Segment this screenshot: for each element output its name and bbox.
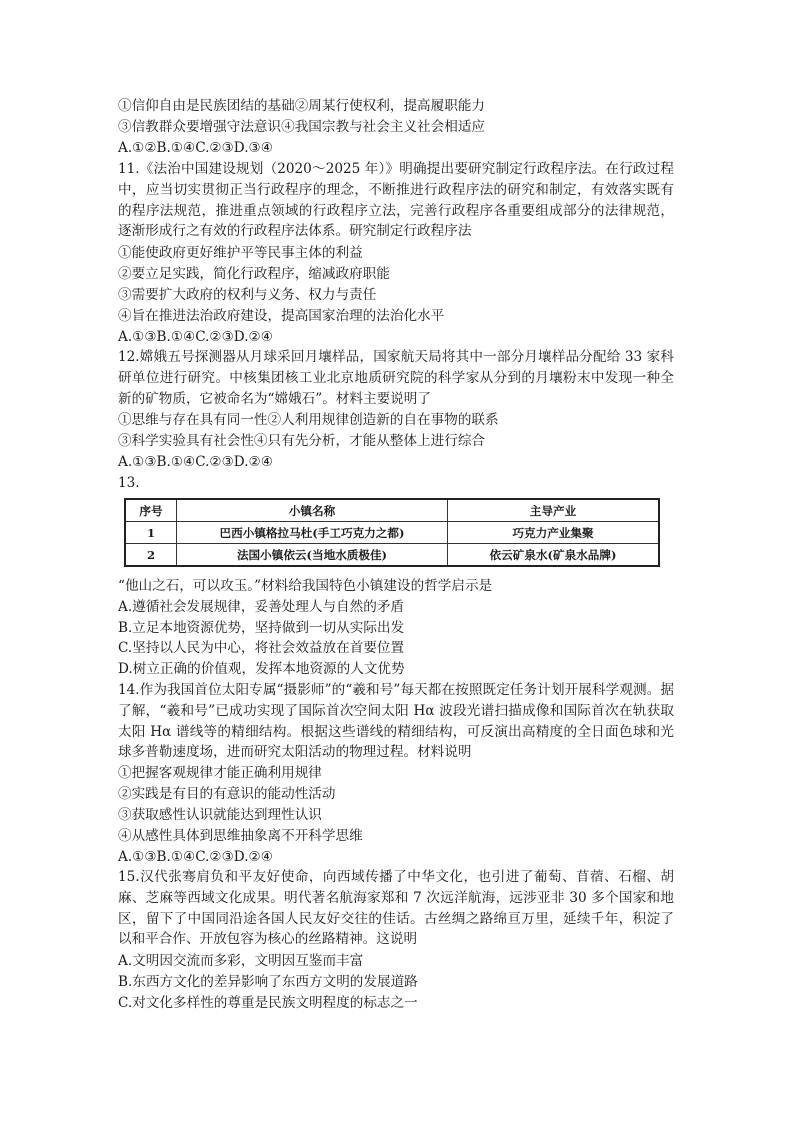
header-town-name: 小镇名称	[177, 499, 448, 522]
q13-option-d: D.树立正确的价值观，发挥本地资源的人文优势	[118, 661, 405, 677]
q15-option-c: C.对文化多样性的尊重是民族文明程度的标志之一	[118, 995, 418, 1011]
q13-option-c: C.坚持以人民为中心，将社会效益放在首要位置	[118, 640, 405, 656]
q11-option-2: ②要立足实践，简化行政程序，缩减政府职能	[118, 266, 390, 282]
table-cell: 巧克力产业集聚	[448, 522, 660, 544]
q14-option-2: ②实践是有目的有意识的能动性活动	[118, 786, 336, 802]
q11-option-3: ③需要扩大政府的权利与义务、权力与责任	[118, 287, 377, 303]
q15-stem: 15.汉代张骞肩负和平友好使命，向西域传播了中华文化，也引进了葡萄、苜蓿、石榴、胡麻、芝麻等西域文化成果。明代著名航海家郑和 7 次远洋航海，远涉亚非 30 多个国家和地区，留下了中国同沿途各国人民友好交往的佳话。古丝绸之路绵亘万里，延续千年，积淀了以和平合作、开放包容为核心的丝路精神。这说明	[118, 869, 674, 948]
table-cell: 巴西小镇格拉马杜(手工巧克力之都)	[177, 522, 448, 544]
q13-number: 13.	[118, 475, 140, 491]
table-row	[125, 522, 659, 544]
q12-stem: 12.嫦娥五号探测器从月球采回月壤样品，国家航天局将其中一部分月壤样品分配给 33 家科研单位进行研究。中核集团核工业北京地质研究院的科学家从分到的月壤粉末中发现一种全新的矿物质，它被命名为“嫦娥石”。材料主要说明了	[118, 349, 674, 407]
q13-option-a: A.遵循社会发展规律，妥善处理人与自然的矛盾	[118, 599, 405, 615]
q15-option-a: A.文明因交流而多彩，文明因互鉴而丰富	[118, 953, 364, 969]
table-row	[125, 544, 659, 567]
q13-town-table	[124, 498, 660, 567]
q12-answer-choices: A.①③B.①④C.②③D.②④	[118, 454, 273, 470]
table-cell: 法国小镇依云(当地水质极佳)	[177, 544, 448, 567]
table-cell: 2	[125, 544, 177, 567]
q12-options-line1: ①思维与存在具有同一性②人利用规律创造新的自在事物的联系	[118, 412, 499, 428]
q13-stem: “他山之石，可以攻玉。”材料给我国特色小镇建设的哲学启示是	[118, 578, 493, 594]
q15-option-b: B.东西方文化的差异影响了东西方文明的发展道路	[118, 974, 418, 990]
q13-option-b: B.立足本地资源优势，坚持做到一切从实际出发	[118, 620, 405, 636]
q14-answer-choices: A.①③B.①④C.②③D.②④	[118, 849, 273, 865]
q14-option-1: ①把握客观规律才能正确利用规律	[118, 765, 322, 781]
q14-option-4: ④从感性具体到思维抽象离不开科学思维	[118, 828, 363, 844]
q10-options-line1: ①信仰自由是民族团结的基础②周某行使权利，提高履职能力	[118, 98, 486, 114]
q14-option-3: ③获取感性认识就能达到理性认识	[118, 807, 322, 823]
q10-answer-choices: A.①②B.①④C.②③D.③④	[118, 140, 273, 156]
q11-option-4: ④旨在推进法治政府建设，提高国家治理的法治化水平	[118, 308, 445, 324]
header-industry: 主导产业	[448, 499, 660, 522]
q11-stem: 11.《法治中国建设规划（2020～2025 年）》明确提出要研究制定行政程序法。在行政过程中，应当切实贯彻正当行政程序的理念，不断推进行政程序法的研究和制定，有效落实既有的程序法规范，推进重点领域的行政程序立法，完善行政程序各重要组成部分的法律规范，逐渐形成行之有效的行政程序法体系。研究制定行政程序法	[118, 161, 674, 240]
q14-stem: 14.作为我国首位太阳专属“摄影师”的“羲和号”每天都在按照既定任务计划开展科学观测。据了解，“羲和号”已成功实现了国际首次空间太阳 Hα 波段光谱扫描成像和国际首次在轨获取太阳 Hα 谱线等的精细结构。根据这些谱线的精细结构，可反演出高精度的全日面色球和光球多普勒速度场，进而研究太阳活动的物理过程。材料说明	[118, 682, 674, 761]
q10-options-line2: ③信教群众要增强守法意识④我国宗教与社会主义社会相适应	[118, 119, 486, 135]
q11-option-1: ①能使政府更好维护平等民事主体的利益	[118, 245, 363, 261]
table-cell: 1	[125, 522, 177, 544]
q11-answer-choices: A.①③B.①④C.②③D.②④	[118, 329, 273, 345]
header-no: 序号	[125, 499, 177, 522]
table-header-row	[125, 499, 659, 522]
q12-options-line2: ③科学实验具有社会性④只有先分析，才能从整体上进行综合	[118, 433, 486, 449]
table-cell: 依云矿泉水(矿泉水品牌)	[448, 544, 660, 567]
